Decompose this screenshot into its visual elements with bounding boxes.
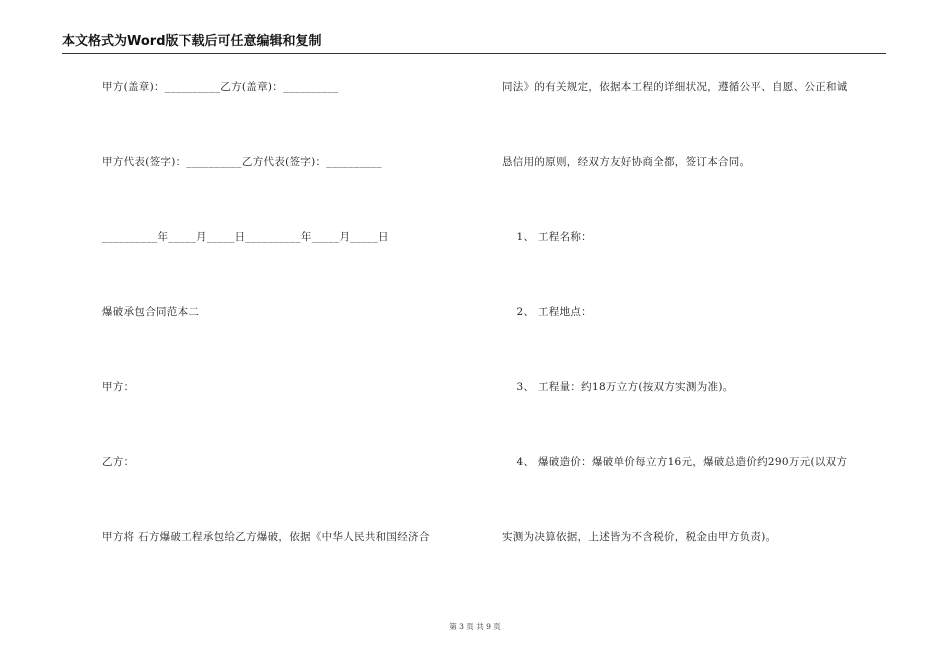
right-line-principle: 恳信用的原则，经双方友好协商全都，签订本合同。: [502, 156, 751, 168]
right-line-cost: 4、 爆破造价：爆破单价每立方16元，爆破总造价约290万元(以双方: [502, 456, 848, 468]
left-line-date: __________年_____月_____日__________年_____月_____日: [102, 231, 389, 243]
left-line-contract-intro: 甲方将 石方爆破工程承包给乙方爆破，依据《中华人民共和国经济合: [102, 531, 430, 543]
right-line-law-reference: 同法》的有关规定，依据本工程的详细状况，遵循公平、自愿、公正和诚: [502, 81, 848, 93]
right-line-quantity: 3、 工程量：约18万立方(按双方实测为准)。: [502, 381, 734, 393]
right-line-settlement: 实测为决算依据，上述皆为不含税价，税金由甲方负责)。: [502, 531, 777, 543]
document-header: 本文格式为Word版下载后可任意编辑和复制: [62, 33, 886, 54]
left-line-party-a: 甲方：: [102, 381, 135, 393]
left-line-signature-rep: 甲方代表(签字)：__________乙方代表(签字)：__________: [102, 156, 382, 168]
page-number: 第 3 页 共 9 页: [449, 622, 501, 631]
left-line-party-b: 乙方：: [102, 456, 135, 468]
left-line-signature-seal: 甲方(盖章)：__________乙方(盖章)：__________: [102, 81, 339, 93]
right-line-project-location: 2、 工程地点：: [502, 306, 592, 318]
left-line-contract-title: 爆破承包合同范本二: [102, 306, 200, 318]
right-line-project-name: 1、 工程名称：: [502, 231, 592, 243]
